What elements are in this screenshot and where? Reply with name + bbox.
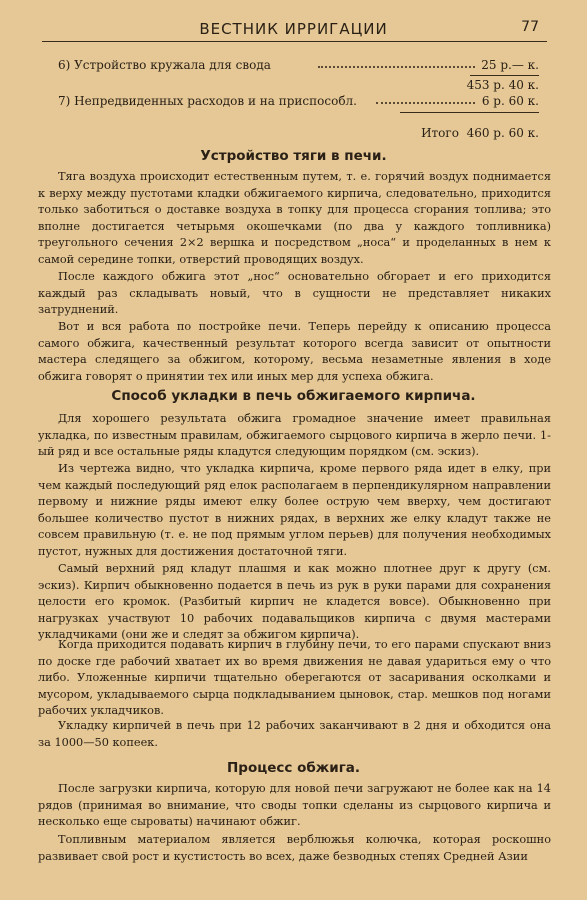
cost-item-amount: 6 р. 60 к. bbox=[481, 94, 539, 108]
leader-dots bbox=[318, 66, 475, 68]
section-heading: Устройство тяги в печи. bbox=[200, 148, 387, 164]
cost-item-label: 7) Непредвиденных расходов и на приспособл. bbox=[58, 94, 357, 108]
section-heading: Способ укладки в печь обжигаемого кирпича. bbox=[111, 388, 476, 404]
paragraph: Для хорошего результата обжига громадное значение имеет правильная укладка, по известным правилам, обжигаемого сырцового кирпича в жерло печи. 1-ый ряд и все остальные ряды кладутся следующим порядком (см. эскиз). bbox=[38, 412, 551, 459]
section-heading: Процесс обжига. bbox=[227, 760, 360, 776]
paragraph: Самый верхний ряд кладут плашмя и как можно плотнее друг к другу (см. эскиз). Кирпич обыкновенно подается в печь из рук в руки парами для сохранения целости его кромок. (Разбитый кирпич не кладется вовсе). Обыкновенно при нагрузках участвуют 10 рабочих подавальщиков кирпича с двумя мастерами укладчиками (они же и следят за обжигом кирпича). bbox=[38, 562, 551, 642]
cost-subtotal: 453 р. 40 к. bbox=[466, 78, 539, 92]
paragraph: Из чертежа видно, что укладка кирпича, кроме первого ряда идет в елку, при чем каждый последующий ряд елок располагаем в перпендикулярном направлении первому и нижние ряды имеют елку более острую чем вверху, чем достигают большее количество пустот в нижних рядах, в верхних же елку кладут также не совсем правильную (т. е. не под прямым углом перьев) для получения необходимых пустот, нужных для достижения достаточной тяги. bbox=[38, 462, 551, 558]
cost-total bbox=[421, 126, 539, 140]
paragraph: После загрузки кирпича, которую для новой печи загружают не более как на 14 рядов (принимая во внимание, что своды топки сделаны из сырцового кирпича и несколько еще сыроваты) начинают обжиг. bbox=[38, 782, 551, 829]
total-amount: 460 р. 60 к. bbox=[466, 126, 539, 140]
cost-item-label: 6) Устройство кружала для свода bbox=[58, 58, 271, 72]
journal-title: ВЕСТНИК ИРРИГАЦИИ bbox=[199, 20, 388, 38]
cost-item-amount: 25 р.— к. bbox=[481, 58, 539, 72]
paragraph: Вот и вся работа по постройке печи. Теперь перейду к описанию процесса самого обжига, качественный результат которого всегда зависит от опытности мастера следящего за обжигом, которому, весьма незаметные явления в ходе обжига говорят о принятии тех или иных мер для успеха обжига. bbox=[38, 320, 551, 383]
paragraph: Топливным материалом является верблюжья колючка, которая роскошно развивает свой рост и кустистость во всех, даже безводных степях Средней Азии bbox=[38, 833, 551, 863]
cost-item-6 bbox=[58, 58, 539, 74]
total-label: Итого bbox=[421, 126, 459, 140]
sum-rule bbox=[470, 75, 539, 76]
paragraph: Тяга воздуха происходит естественным путем, т. е. горячий воздух поднимается к верху между пустотами кладки обжигаемого кирпича, следовательно, приходится только заботиться о доставке воздуха в топку для процесса сгорания топлива; это вполне достигается четырьмя окошечками (по два у каждого топливника) треугольного сечения 2×2 вершка и посредством „носа“ и проделанных в нем к самой середине топки, отверстий проводящих воздух. bbox=[38, 170, 551, 266]
leader-dots bbox=[376, 102, 475, 104]
header-rule bbox=[42, 41, 547, 42]
paragraph: Когда приходится подавать кирпич в глубину печи, то его парами спускают вниз по доске где рабочий хватает их во время движения не давая удариться ему о что либо. Уложенные кирпичи тщательно оберегаются от засаривания осколками и мусором, укладываемого сырца подкладыванием цыновок, стар. мешков под ногами рабочих укладчиков. bbox=[38, 638, 551, 718]
total-rule bbox=[400, 112, 539, 113]
paragraph: После каждого обжига этот „нос“ основательно обгорает и его приходится каждый раз складывать новый, что в сущности не представляет никаких затруднений. bbox=[38, 270, 551, 317]
running-header bbox=[0, 18, 587, 42]
paragraph: Укладку кирпичей в печь при 12 рабочих заканчивают в 2 дня и обходится она за 1000—50 копеек. bbox=[38, 719, 551, 749]
page-number: 77 bbox=[521, 19, 539, 35]
cost-item-7 bbox=[58, 94, 539, 110]
